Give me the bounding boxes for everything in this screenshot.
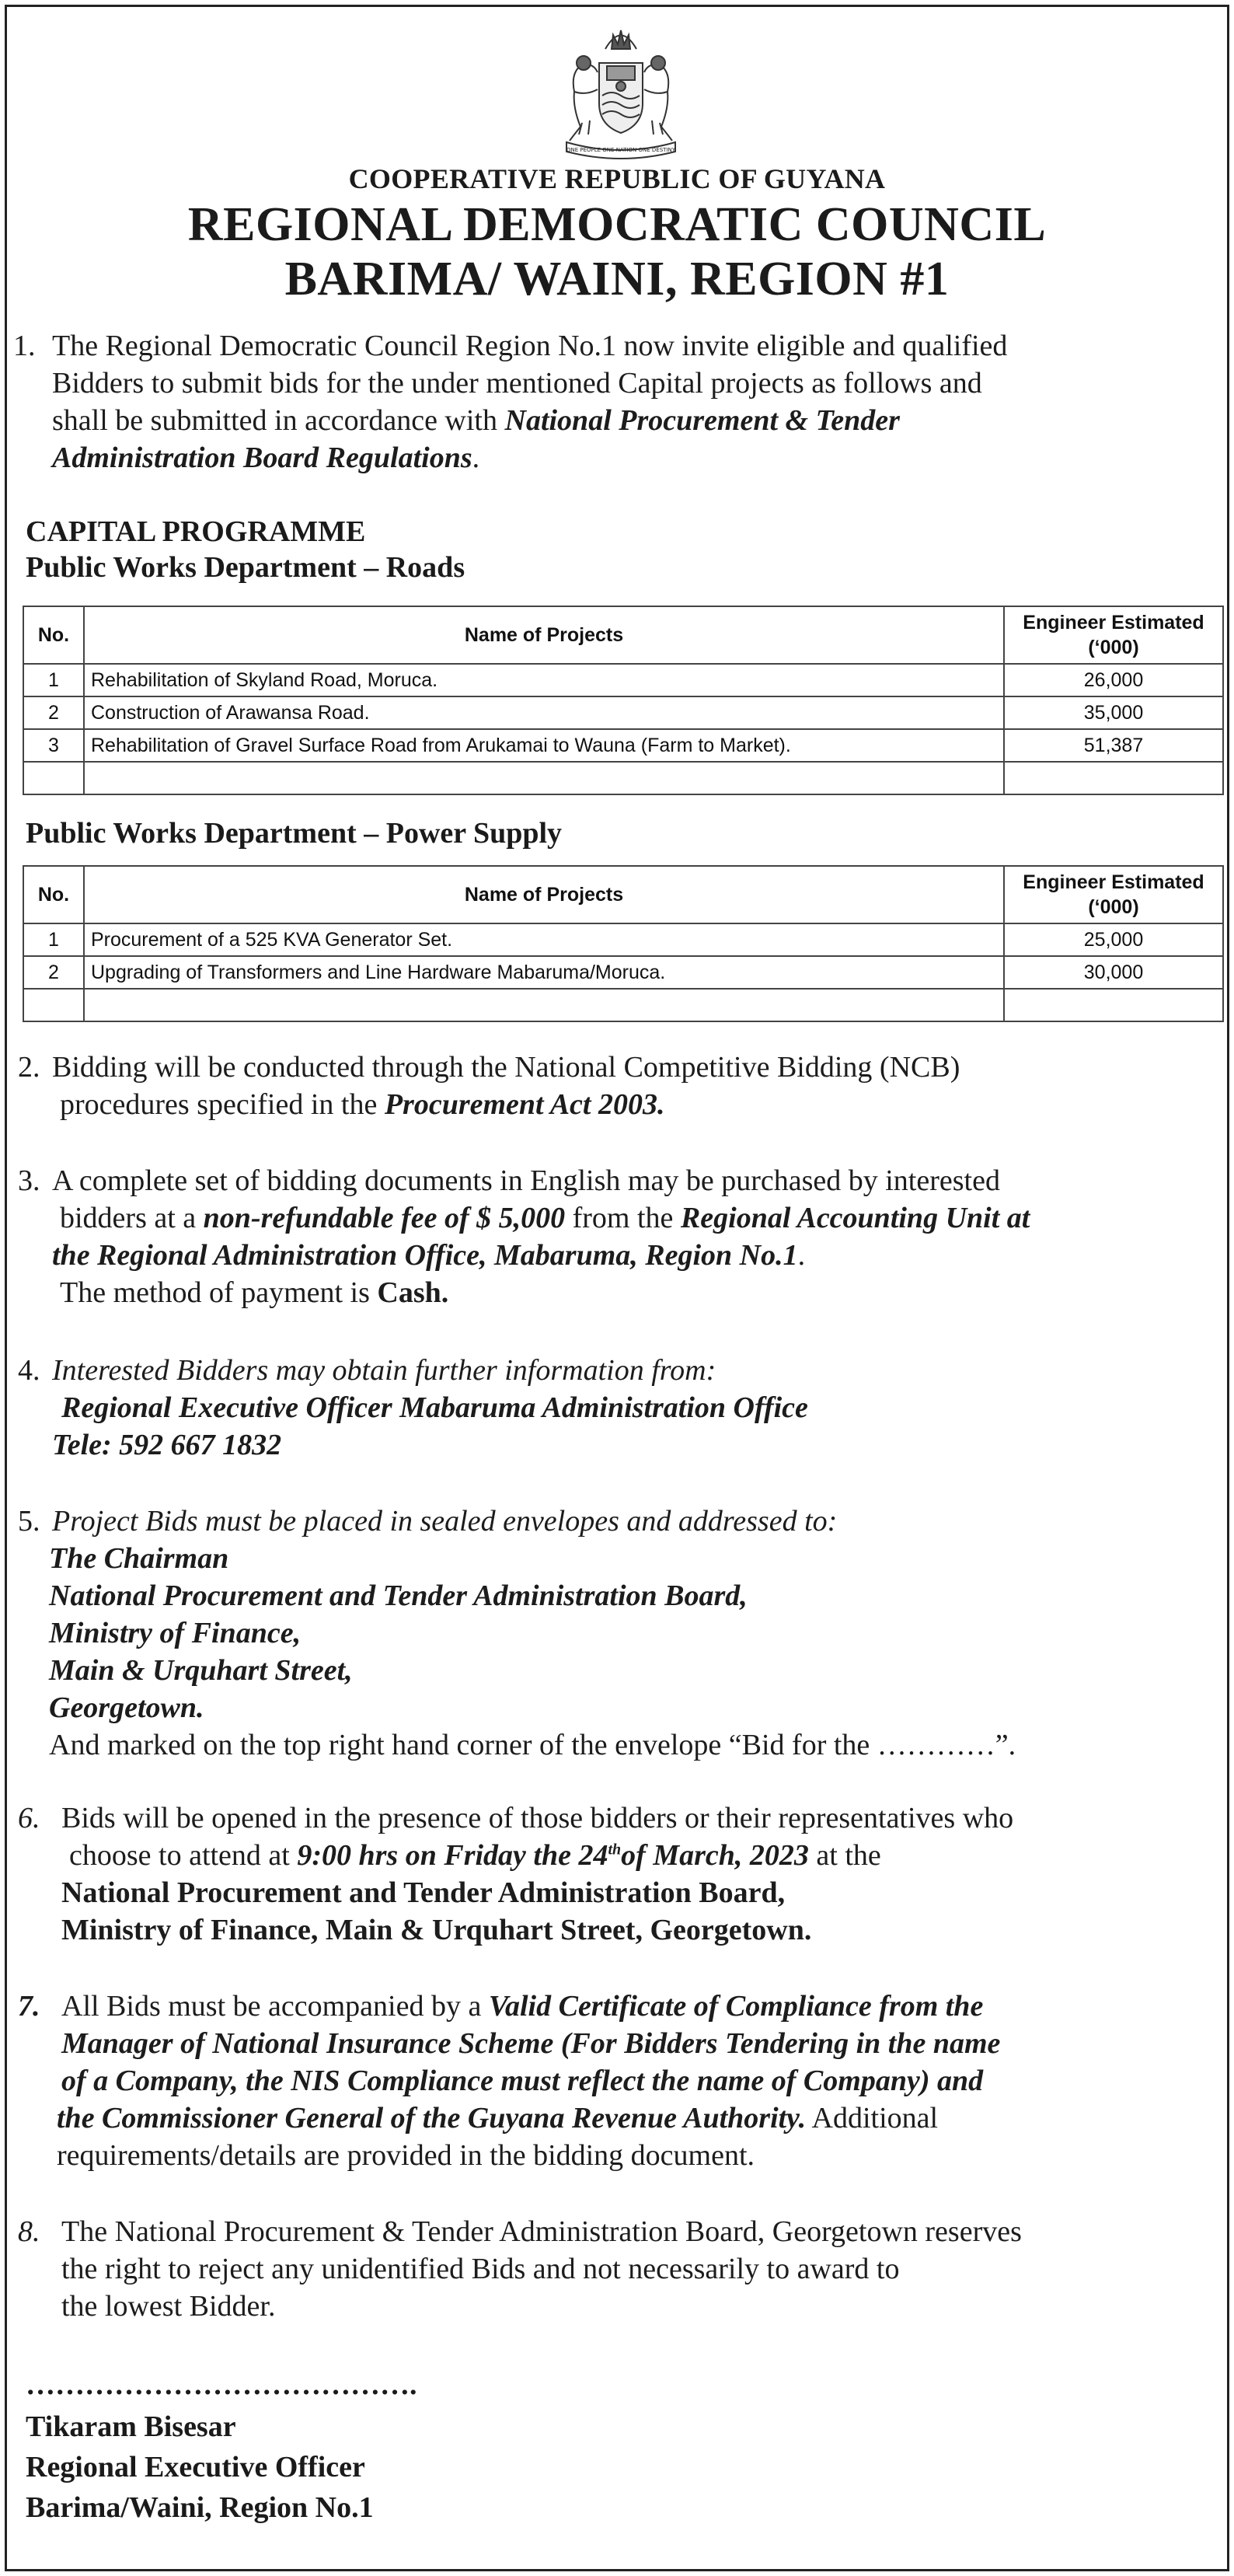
col-no: No.	[23, 606, 84, 664]
table-row: 2 Upgrading of Transformers and Line Hardware Mabaruma/Moruca. 30,000	[23, 956, 1223, 989]
col-name: Name of Projects	[84, 866, 1004, 923]
paragraph-3: 3. A complete set of bidding documents in English may be purchased by interested bidders at a non-refundable fee of $ 5,000 from the Regional Accounting Unit at the Regional Administration Office, Mabaruma, Region No.1. The method of payment is Cash.	[18, 1164, 1030, 1309]
council-title: REGIONAL DEMOCRATIC COUNCIL	[187, 198, 1047, 251]
svg-text:ONE PEOPLE ONE NATION ONE DEST: ONE PEOPLE ONE NATION ONE DESTINY	[566, 147, 676, 153]
paragraph-4: 4. Interested Bidders may obtain further information from: Regional Executive Officer Mabaruma Administration Office Tele: 592 667 1832	[18, 1354, 808, 1461]
roads-table	[23, 606, 1224, 795]
region-title: BARIMA/ WAINI, REGION #1	[284, 253, 950, 305]
power-supply-table	[23, 865, 1224, 1022]
col-estimate: Engineer Estimated (‘000)	[1004, 606, 1223, 664]
paragraph-1: 1. The Regional Democratic Council Region No.1 now invite eligible and qualified Bidders to submit bids for the under mentioned Capital projects as follows and shall be submitted in accordance with National Procurement & Tender Administration Board Regulations.	[13, 327, 1225, 476]
col-no: No.	[23, 866, 84, 923]
table-row: 3 Rehabilitation of Gravel Surface Road from Arukamai to Wauna (Farm to Market). 51,387	[23, 729, 1223, 762]
guyana-coat-of-arms-icon	[551, 18, 691, 166]
table-row: 1 Procurement of a 525 KVA Generator Set. 25,000	[23, 923, 1223, 956]
paragraph-number: 1.	[13, 330, 36, 362]
table-row-empty	[23, 762, 1223, 794]
col-estimate: Engineer Estimated (‘000)	[1004, 866, 1223, 923]
signatory-title: Regional Executive Officer	[26, 2451, 365, 2484]
table-row-empty	[23, 989, 1223, 1021]
paragraph-7: 7. All Bids must be accompanied by a Valid Certificate of Compliance from the Manager of National Insurance Scheme (For Bidders Tendering in the name of a Company, the NIS Compliance must reflect the name of Company) and the Commissioner General of the Guyana Revenue Authority. Additional requirements/details are provided in the bidding document.	[18, 1990, 1001, 2172]
paragraph-5: 5. Project Bids must be placed in sealed envelopes and addressed to: The Chairman National Procurement and Tender Administration Board, Ministry of Finance, Main & Urquhart Street, Georgetown. And marked on the top right hand corner of the envelope “Bid for the …………”.	[18, 1505, 1016, 1761]
signatory-name: Tikaram Bisesar	[26, 2410, 236, 2443]
table-header-row	[23, 606, 1223, 664]
capital-programme-title: CAPITAL PROGRAMME	[26, 515, 366, 548]
signature-line: ………………………………….	[26, 2368, 417, 2401]
table-row: 1 Rehabilitation of Skyland Road, Moruca. 26,000	[23, 664, 1223, 696]
country-title: COOPERATIVE REPUBLIC OF GUYANA	[348, 163, 886, 194]
paragraph-2: 2. Bidding will be conducted through the National Competitive Bidding (NCB) procedures specified in the Procurement Act 2003.	[18, 1051, 960, 1121]
paragraph-8: 8. The National Procurement & Tender Administration Board, Georgetown reserves the right to reject any unidentified Bids and not necessarily to award to the lowest Bidder.	[18, 2215, 1022, 2323]
col-name: Name of Projects	[84, 606, 1004, 664]
table-header-row	[23, 866, 1223, 923]
tender-notice	[5, 5, 1229, 2571]
signatory-region: Barima/Waini, Region No.1	[26, 2491, 374, 2524]
roads-section-title: Public Works Department – Roads	[26, 551, 465, 584]
paragraph-6: 6. Bids will be opened in the presence of those bidders or their representatives who choose to attend at 9:00 hrs on Friday the 24thof March, 2023 at the National Procurement and Tender Administration Board, Ministry of Finance, Main & Urquhart Street, Georgetown.	[18, 1802, 1014, 1946]
power-section-title: Public Works Department – Power Supply	[26, 817, 563, 850]
table-row: 2 Construction of Arawansa Road. 35,000	[23, 696, 1223, 729]
